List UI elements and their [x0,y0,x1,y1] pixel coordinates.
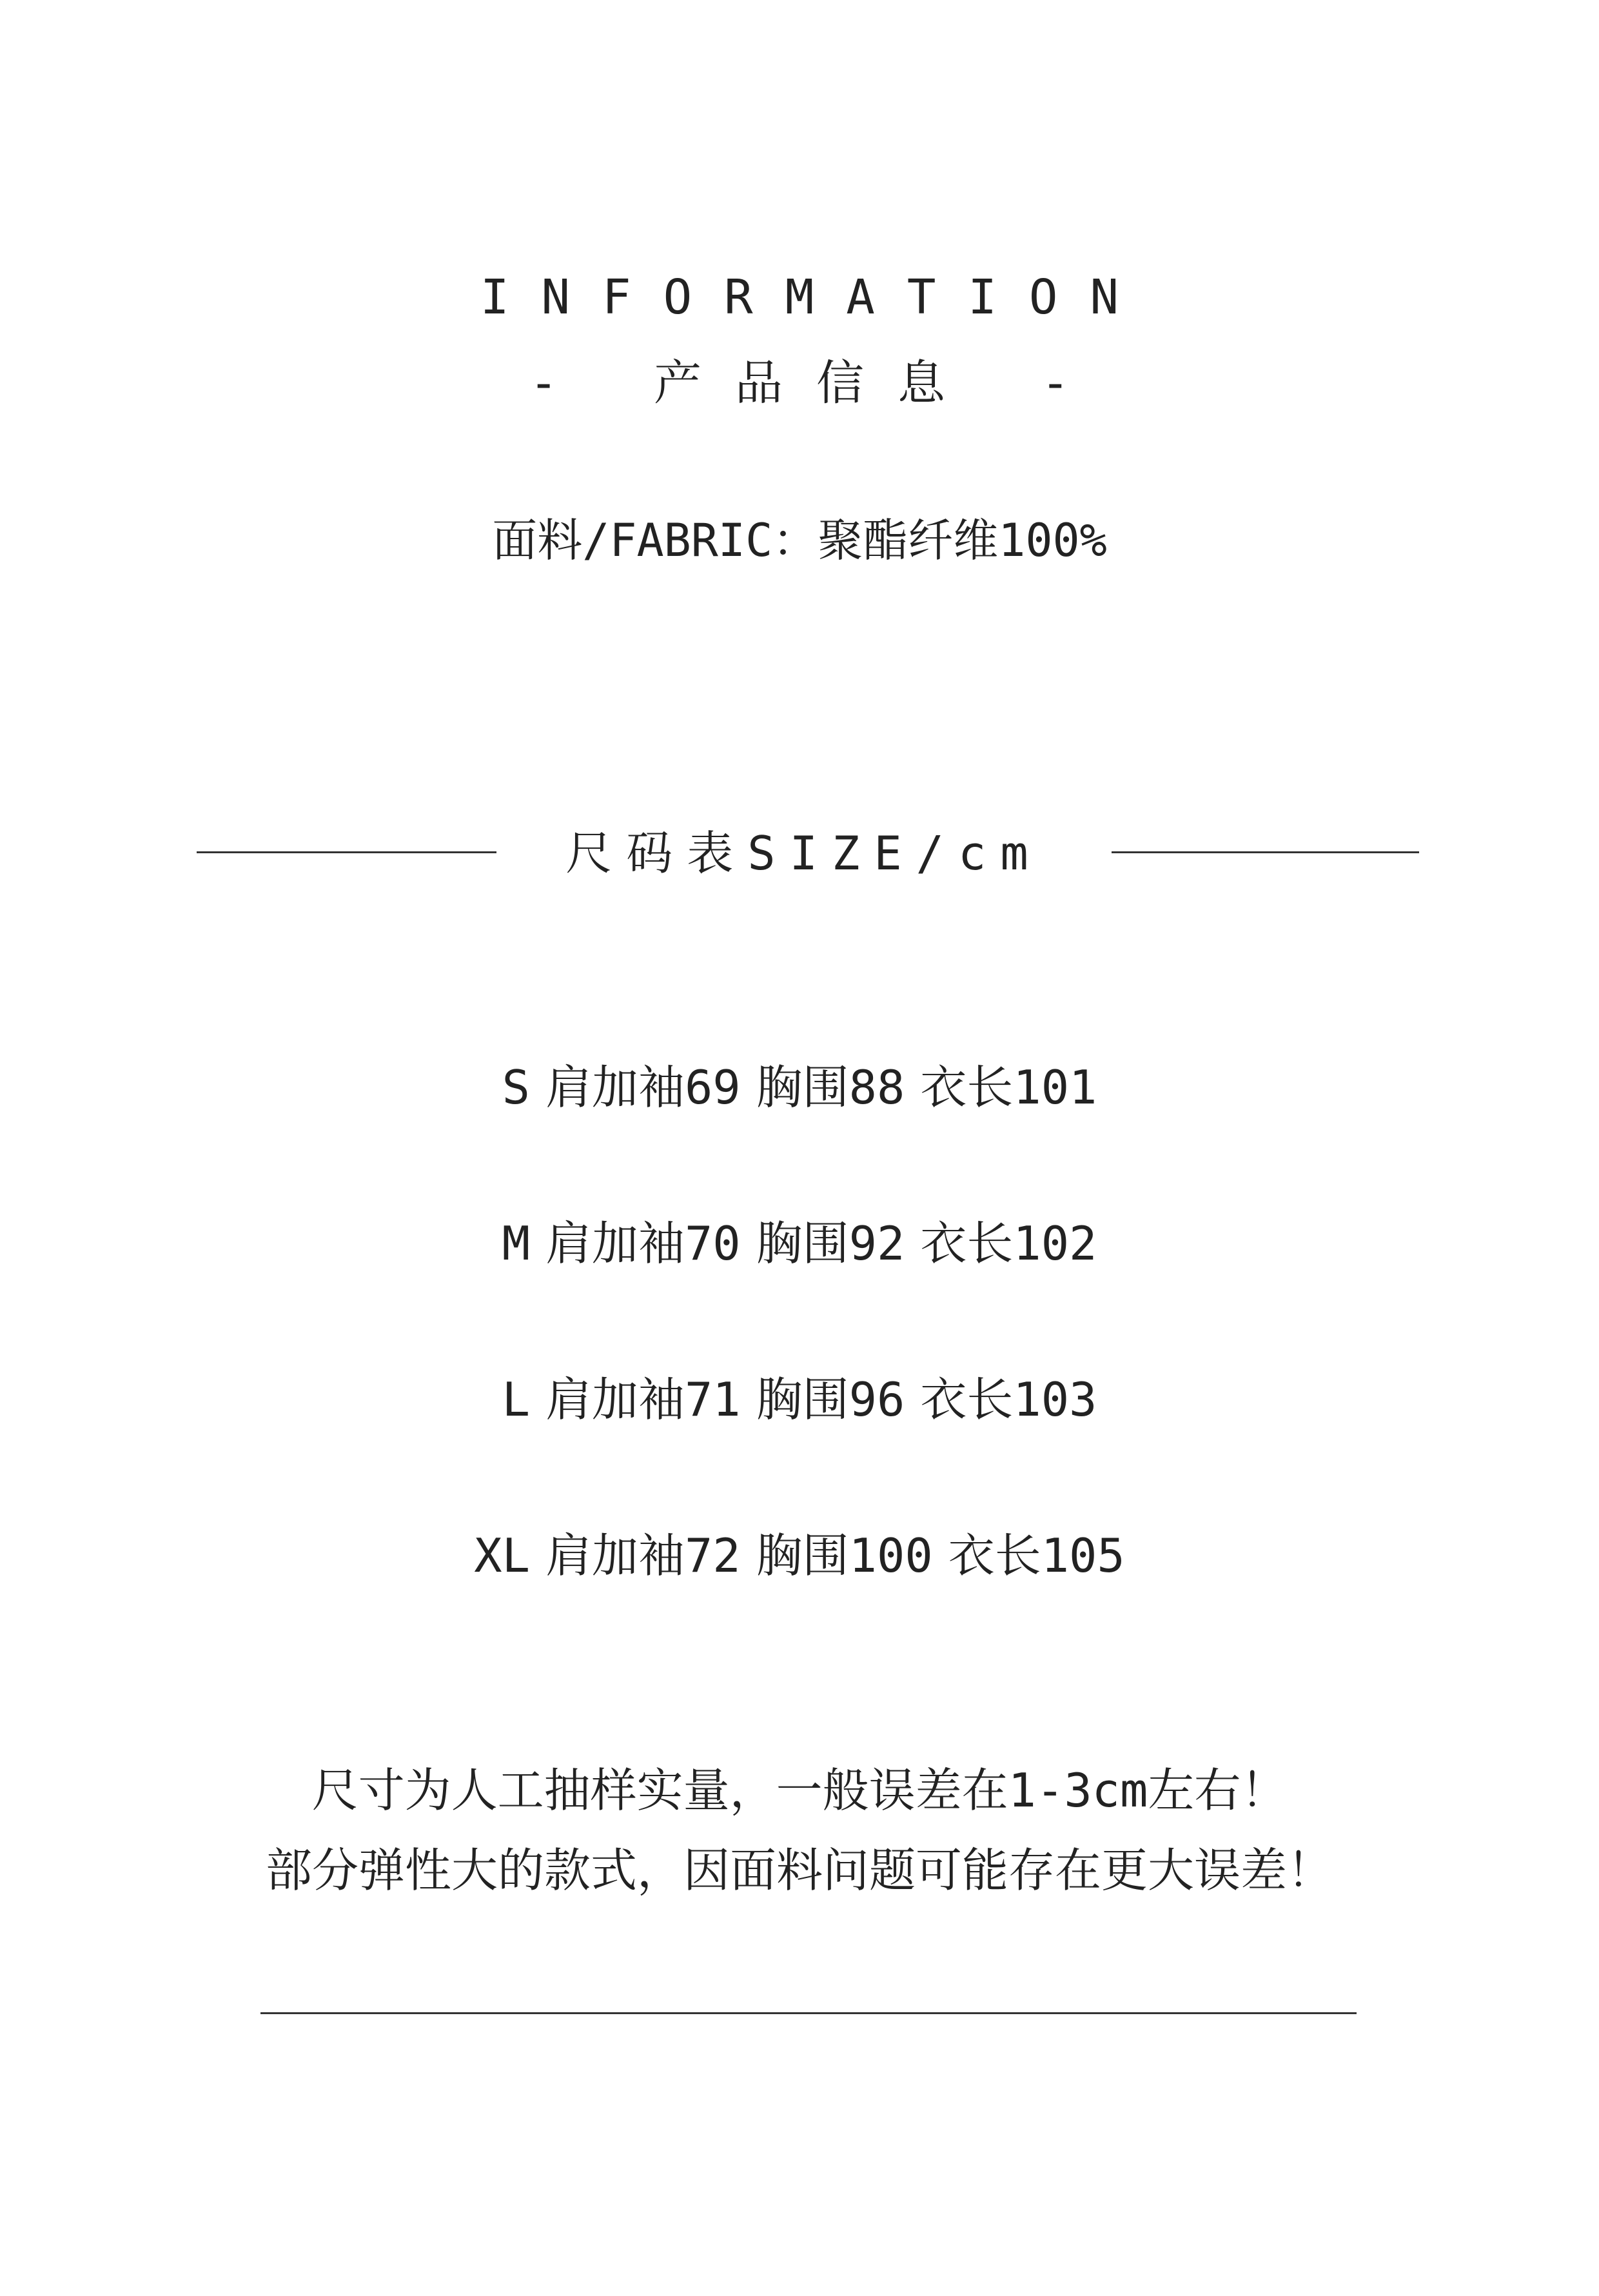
size-chart-header [0,818,1599,889]
shoulder-sleeve-value: 肩加袖69 [545,1060,741,1114]
size-row-s [0,1050,1599,1117]
bottom-divider [260,2012,1357,2014]
length-value: 衣长105 [948,1529,1125,1583]
chest-value: 胸围96 [756,1372,905,1427]
measurement-note: 尺寸为人工抽样实量，一般误差在1-3cm左右！ [311,1763,1288,1817]
size-label: L [502,1372,530,1427]
size-header-rule-left [197,851,496,853]
length-value: 衣长102 [920,1216,1097,1271]
size-label: M [502,1216,530,1271]
fabric-composition: 面料/FABRIC：聚酯纤维100% [492,514,1107,567]
information-heading: INFORMATION [480,270,1152,325]
chest-value: 胸围92 [756,1216,905,1271]
product-info-subheading: - 产品信息 - [529,355,1104,411]
shoulder-sleeve-value: 肩加袖71 [545,1372,741,1427]
size-row-l [0,1362,1599,1429]
size-chart-title: 尺码表SIZE/cm [565,826,1043,880]
chest-value: 胸围88 [756,1060,905,1114]
size-label: S [502,1060,530,1114]
size-header-rule-right [1112,851,1419,853]
shoulder-sleeve-value: 肩加袖70 [545,1216,741,1271]
elasticity-note: 部分弹性大的款式，因面料问题可能存在更大误差！ [265,1843,1333,1897]
length-value: 衣长103 [920,1372,1097,1427]
length-value: 衣长101 [920,1060,1097,1114]
size-row-m [0,1206,1599,1273]
size-label: XL [474,1529,530,1583]
shoulder-sleeve-value: 肩加袖72 [545,1529,741,1583]
size-row-xl [0,1518,1599,1585]
chest-value: 胸围100 [756,1529,933,1583]
